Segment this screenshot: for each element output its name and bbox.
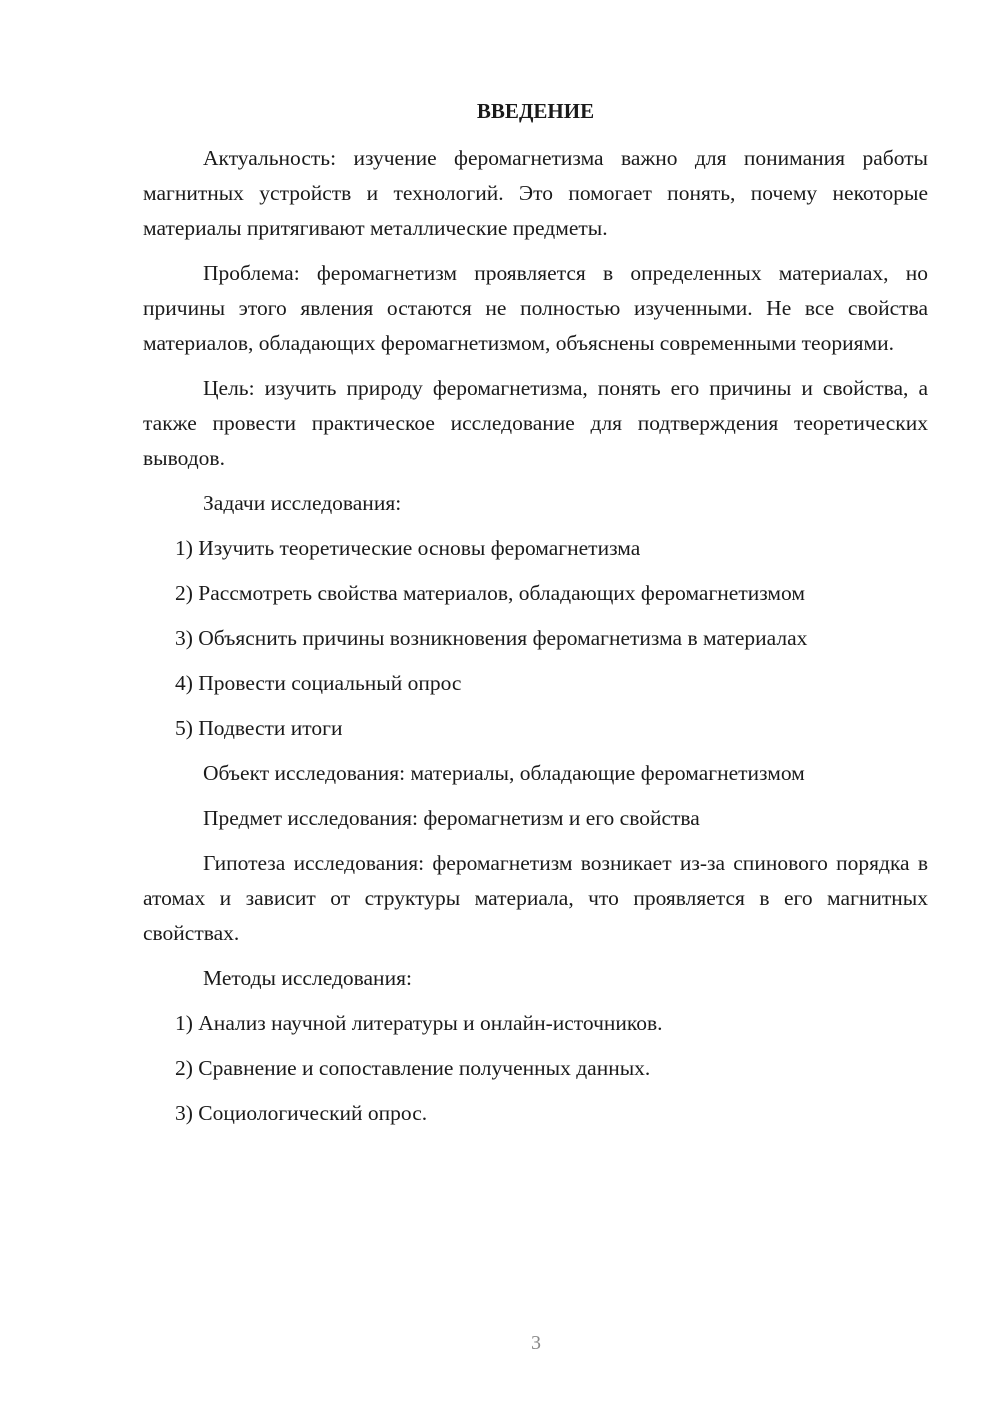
tasks-list <box>143 531 928 746</box>
tasks-title: Задачи исследования: <box>203 491 402 515</box>
object-line: Объект исследования: материалы, обладающие феромагнетизмом <box>203 761 805 785</box>
goal-paragraph: Цель: изучить природу феромагнетизма, понять его причины и свойства, а также провести практическое исследование для подтверждения теоретических выводов. <box>143 376 928 470</box>
list-item: 4) Провести социальный опрос <box>175 671 462 695</box>
subject-line: Предмет исследования: феромагнетизм и его свойства <box>203 806 700 830</box>
relevance-paragraph: Актуальность: изучение феромагнетизма важно для понимания работы магнитных устройств и технологий. Это помогает понять, почему некоторые материалы притягивают металлические предметы. <box>143 146 928 240</box>
list-item: 5) Подвести итоги <box>175 716 343 740</box>
problem-paragraph: Проблема: феромагнетизм проявляется в определенных материалах, но причины этого явления остаются не полностью изученными. Не все свойства материалов, обладающих феромагнетизмом, объяснены современными теориями. <box>143 261 928 355</box>
document-page <box>143 96 928 1141</box>
list-item: 2) Сравнение и сопоставление полученных данных. <box>175 1056 651 1080</box>
list-item: 3) Объяснить причины возникновения феромагнетизма в материалах <box>175 626 808 650</box>
page-number: 3 <box>531 1332 541 1354</box>
hypothesis-paragraph: Гипотеза исследования: феромагнетизм возникает из-за спинового порядка в атомах и зависит от структуры материала, что проявляется в его магнитных свойствах. <box>143 851 928 945</box>
methods-title: Методы исследования: <box>203 966 412 990</box>
section-heading: ВВЕДЕНИЕ <box>476 99 595 123</box>
list-item: 3) Социологический опрос. <box>175 1101 428 1125</box>
list-item: 1) Изучить теоретические основы феромагнетизма <box>175 536 641 560</box>
list-item: 1) Анализ научной литературы и онлайн-источников. <box>175 1011 663 1035</box>
list-item: 2) Рассмотреть свойства материалов, обладающих феромагнетизмом <box>175 581 805 605</box>
methods-list <box>143 1006 928 1131</box>
